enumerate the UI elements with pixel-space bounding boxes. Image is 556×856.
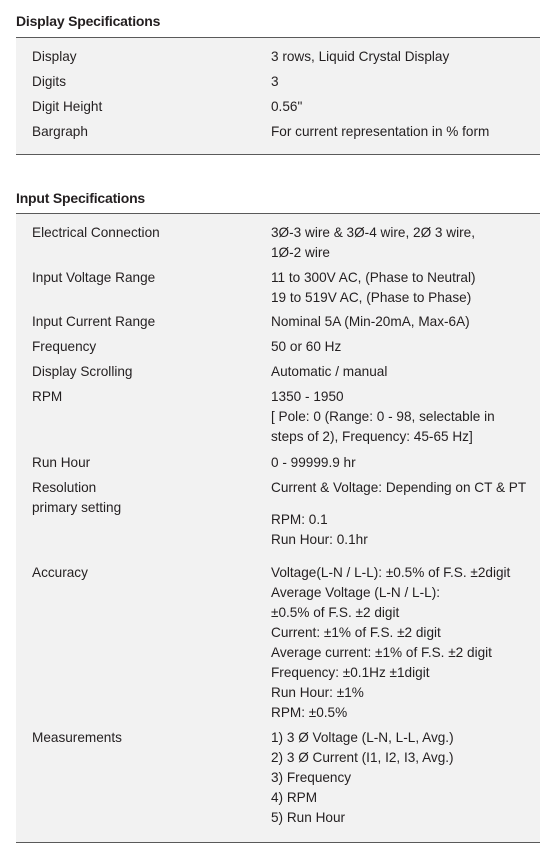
spec-value xyxy=(271,122,533,142)
spec-value-line: [ Pole: 0 (Range: 0 - 98, selectable in xyxy=(271,409,495,424)
spec-value xyxy=(271,453,533,473)
spec-label: Digit Height xyxy=(32,99,103,114)
spec-value-line: 5) Run Hour xyxy=(271,810,346,825)
spec-value-line: 1) 3 Ø Voltage (L-N, L-L, Avg.) xyxy=(271,730,454,745)
spec-value xyxy=(271,563,533,723)
spec-value-line: 0.56" xyxy=(271,99,303,114)
spec-value-line: ±0.5% of F.S. ±2 digit xyxy=(271,605,400,620)
spec-value-line: 3 xyxy=(271,74,279,89)
spec-label: Frequency xyxy=(32,339,97,354)
spec-value-line: RPM: 0.1 xyxy=(271,512,328,527)
spec-value-line: 3 rows, Liquid Crystal Display xyxy=(271,49,450,64)
spec-value-line: RPM: ±0.5% xyxy=(271,705,348,720)
spec-value xyxy=(271,72,533,92)
spec-label: Digits xyxy=(32,74,66,89)
spec-value-line: Average Voltage (L-N / L-L): xyxy=(271,585,441,600)
spec-value-line: Current & Voltage: Depending on CT & PT xyxy=(271,480,527,495)
spec-value-line: steps of 2), Frequency: 45-65 Hz] xyxy=(271,429,473,444)
spec-value-line: Run Hour: 0.1hr xyxy=(271,532,368,547)
spec-label: Display xyxy=(32,49,77,64)
input-specifications-table xyxy=(16,213,540,843)
spec-value-line: 3) Frequency xyxy=(271,770,352,785)
spec-label: Run Hour xyxy=(32,455,91,470)
input-specifications-title: Input Specifications xyxy=(16,190,146,206)
spec-value-line: Nominal 5A (Min-20mA, Max-6A) xyxy=(271,314,470,329)
spec-label: Display Scrolling xyxy=(32,364,133,379)
spec-value xyxy=(271,387,533,447)
spec-value-line: 2) 3 Ø Current (I1, I2, I3, Avg.) xyxy=(271,750,454,765)
spec-value-line: Voltage(L-N / L-L): ±0.5% of F.S. ±2digit xyxy=(271,565,511,580)
spec-value xyxy=(271,47,533,67)
spec-value xyxy=(271,97,533,117)
spec-value-line: Run Hour: ±1% xyxy=(271,685,364,700)
spec-label: Resolution primary setting xyxy=(32,480,122,515)
spec-value xyxy=(271,728,533,828)
spec-value-line: Current: ±1% of F.S. ±2 digit xyxy=(271,625,441,640)
spec-value-line: 3Ø-3 wire & 3Ø-4 wire, 2Ø 3 wire, xyxy=(271,225,475,240)
spec-value-line: 50 or 60 Hz xyxy=(271,339,342,354)
spec-label: Input Voltage Range xyxy=(32,270,156,285)
spec-label: Electrical Connection xyxy=(32,225,160,240)
spec-value xyxy=(271,478,533,550)
spec-value xyxy=(271,268,533,308)
spec-value xyxy=(271,362,533,382)
spec-label: Accuracy xyxy=(32,565,88,580)
spec-label: Measurements xyxy=(32,730,122,745)
spec-value-line: For current representation in % form xyxy=(271,124,490,139)
display-specifications-title: Display Specifications xyxy=(16,13,161,29)
spec-value-line: Average current: ±1% of F.S. ±2 digit xyxy=(271,645,492,660)
spec-value xyxy=(271,312,533,332)
spec-label: Bargraph xyxy=(32,124,88,139)
spec-value-line: 11 to 300V AC, (Phase to Neutral) xyxy=(271,270,476,285)
display-specifications-table xyxy=(16,37,540,155)
spec-label: RPM xyxy=(32,389,63,404)
spec-value-line: 4) RPM xyxy=(271,790,318,805)
spec-value-line: 19 to 519V AC, (Phase to Phase) xyxy=(271,290,472,305)
spec-value-line: 1350 - 1950 xyxy=(271,389,344,404)
spec-label: Input Current Range xyxy=(32,314,156,329)
spec-value-line: Frequency: ±0.1Hz ±1digit xyxy=(271,665,430,680)
spec-value-line: 1Ø-2 wire xyxy=(271,245,330,260)
spec-value xyxy=(271,223,533,263)
spec-value xyxy=(271,337,533,357)
spec-value-line: Automatic / manual xyxy=(271,364,388,379)
spec-value-line: 0 - 99999.9 hr xyxy=(271,455,356,470)
